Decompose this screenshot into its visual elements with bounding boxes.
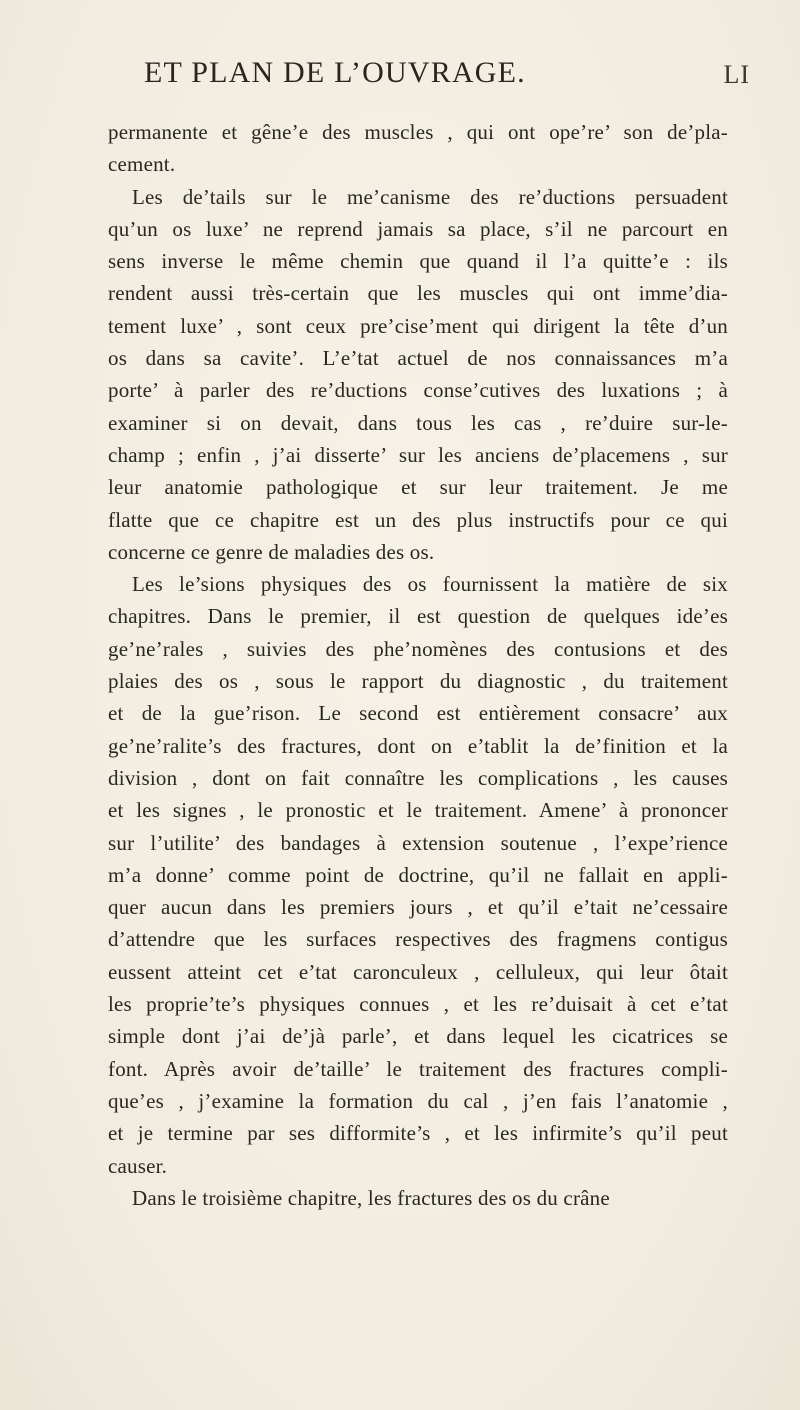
text-line: sens inverse le même chemin que quand il l’a quitte’e : ils — [108, 249, 728, 274]
text-line: permanente et gêne’e des muscles , qui ont ope’re’ son de’pla- — [108, 120, 728, 144]
text-line: Les de’tails sur le me’canisme des re’ductions persuadent — [132, 184, 728, 209]
text-line: que’es , j’examine la formation du cal , j’en fais l’anatomie , — [108, 1088, 728, 1113]
text-line: cement. — [108, 152, 176, 177]
text-line: tement luxe’ , sont ceux pre’cise’ment qui dirigent la tête d’un — [108, 313, 728, 338]
text-line: examiner si on devait, dans tous les cas , re’duire sur-le- — [108, 410, 728, 435]
text-line: qu’un os luxe’ ne reprend jamais sa place, s’il ne parcourt en — [108, 216, 728, 241]
text-line: porte’ à parler des re’ductions conse’cutives des luxations ; à — [108, 378, 728, 403]
text-line: d’attendre que les surfaces respectives des fragmens contigus — [108, 927, 728, 952]
text-line: os dans sa cavite’. L’e’tat actuel de nos connaissances m’a — [108, 346, 728, 371]
text-line: sur l’utilite’ des bandages à extension soutenue , l’expe’rience — [108, 830, 728, 855]
text-line: m’a donne’ comme point de doctrine, qu’il ne fallait en appli- — [108, 862, 728, 887]
text-line: Les le’sions physiques des os fournissent la matière de six — [132, 572, 728, 597]
running-head — [100, 56, 760, 96]
text-line: ge’ne’ralite’s des fractures, dont on e’tablit la de’finition et la — [108, 733, 728, 758]
text-line: chapitres. Dans le premier, il est question de quelques ide’es — [108, 604, 728, 629]
text-line: eussent atteint cet e’tat caronculeux , celluleux, qui leur ôtait — [108, 959, 728, 984]
text-line: quer aucun dans les premiers jours , et qu’il e’tait ne’cessaire — [108, 895, 728, 920]
text-line: leur anatomie pathologique et sur leur traitement. Je me — [108, 475, 728, 500]
text-line: simple dont j’ai de’jà parle’, et dans lequel les cicatrices se — [108, 1024, 728, 1049]
text-line: et de la gue’rison. Le second est entièrement consacre’ aux — [108, 701, 728, 726]
text-line: font. Après avoir de’taille’ le traitement des fractures compli- — [108, 1056, 728, 1081]
text-line: ge’ne’rales , suivies des phe’nomènes des contusions et des — [108, 636, 728, 661]
text-line: flatte que ce chapitre est un des plus instructifs pour ce qui — [108, 507, 728, 532]
text-line: Dans le troisième chapitre, les fractures des os du crâne — [132, 1185, 610, 1210]
text-line: champ ; enfin , j’ai disserte’ sur les anciens de’placemens , sur — [108, 442, 728, 467]
text-line: et je termine par ses difformite’s , et les infirmite’s qu’il peut — [108, 1121, 728, 1146]
running-head-title: ET PLAN DE L’OUVRAGE. — [144, 56, 526, 89]
text-line: les proprie’te’s physiques connues , et les re’duisait à cet e’tat — [108, 992, 728, 1017]
page-number: LI — [723, 60, 750, 89]
text-line: causer. — [108, 1153, 168, 1178]
body-text — [108, 116, 728, 1214]
text-line: plaies des os , sous le rapport du diagnostic , du traitement — [108, 669, 728, 694]
text-line: rendent aussi très-certain que les muscles qui ont imme’dia- — [108, 281, 728, 306]
text-line: division , dont on fait connaître les complications , les causes — [108, 765, 728, 790]
text-line: concerne ce genre de maladies des os. — [108, 539, 435, 564]
text-line: et les signes , le pronostic et le traitement. Amene’ à prononcer — [108, 798, 728, 823]
